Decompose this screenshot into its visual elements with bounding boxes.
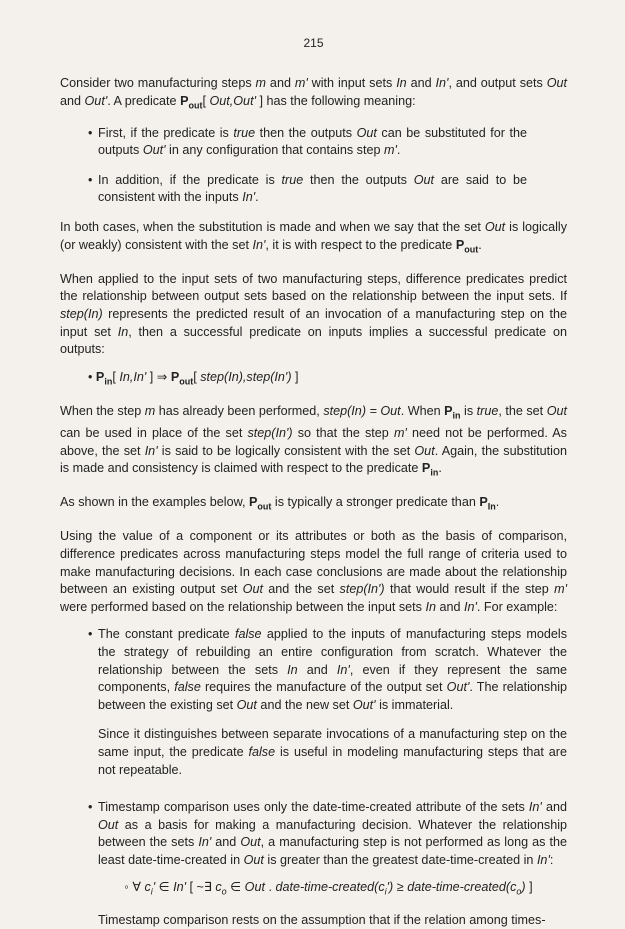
example-list xyxy=(60,626,567,714)
bullet-constant-predicate: • The constant predicate false applied to the inputs of manufacturing steps models the strategy of rebuilding an entire configuration from scratch. Whatever the relationship between the sets In and In', even if they represent the same components, false requires the manufacture of the output set Out'. The relationship between the existing set Out and the new set Out' is immaterial. xyxy=(60,626,567,714)
bullet-first: • First, if the predicate is true then the outputs Out can be substituted for the outputs Out' in any configuration that contains step m'. xyxy=(60,125,567,160)
paragraph-7: Timestamp comparison rests on the assumption that if the relation among times- xyxy=(98,912,546,927)
paragraph-6: Using the value of a component or its attributes or both as the basis of comparison, difference predicates across manufacturing steps model the full range of criteria used to make manufacturing decisions. In each case conclusions are made about the relationship between an existing output set Out and the set step(In') that would result if the step m' were performed based on the relationship between the input sets In and In'. For example: xyxy=(60,529,567,614)
paragraph-5: As shown in the examples below, $P_{out}$ is typically a stronger predicate than $P_{In}$. xyxy=(60,495,500,512)
formula-timestamp: ◦ ∀ $c_i'$ ∈ In' [ ~∃ $c_o$ ∈ Out . date-$time-created(c_i')$ ≥ date-$time-created(c_o)$ ] xyxy=(124,880,533,897)
paragraph-4: When the step m has already been performed, step(In) = Out. When $P_{in}$ is true, the set Out can be used in place of the set step(In') so that the step m' need not be performed. As above, the set In' is said to be logically consistent with the set Out. Again, the substitution is made and consistency is claimed with respect to the predicate $P_{in}$. xyxy=(60,403,567,478)
bullet-addition: • In addition, if the predicate is true then the outputs Out are said to be consistent with the inputs In'. xyxy=(60,172,567,207)
bullet-timestamp: • Timestamp comparison uses only the date-time-created attribute of the sets In' and Out as a basis for making a manufacturing decision. Whatever the relationship between the sets In' and Out, a manufacturing step is not performed as long as the least date-time-created in Out is greater than the greatest date-time-created in In': xyxy=(60,799,567,869)
meaning-list xyxy=(60,125,567,207)
example-list-2 xyxy=(60,799,567,869)
paragraph-false-note: Since it distinguishes between separate invocations of a manufacturing step on the same input, the predicate false is useful in modeling manufacturing steps that are not repeatable. xyxy=(98,727,567,777)
page-number: 215 xyxy=(303,36,324,50)
paragraph-1: Consider two manufacturing steps m and m' with input sets In and In', and output sets Out and Out'. A predicate $P_{out}$[ Out,Out' ] has the following meaning: xyxy=(60,76,568,111)
paragraph-3: When applied to the input sets of two manufacturing steps, difference predicates predict the relationship between output sets based on the relationship between the input sets. If step(In) represents the predicted result of an invocation of a manufacturing step on the input set In, then a successful predicate on inputs implies a successful predicate on outputs: xyxy=(60,271,567,357)
paragraph-2: In both cases, when the substitution is made and when we say that the set Out is logically (or weakly) consistent with the set In', it is with respect to the predicate $P_{out}$. xyxy=(60,220,568,255)
formula-implication: • $P_{in}$[ In,In' ] ⇒ $P_{out}$[ step(In),step(In') ] xyxy=(88,369,299,387)
